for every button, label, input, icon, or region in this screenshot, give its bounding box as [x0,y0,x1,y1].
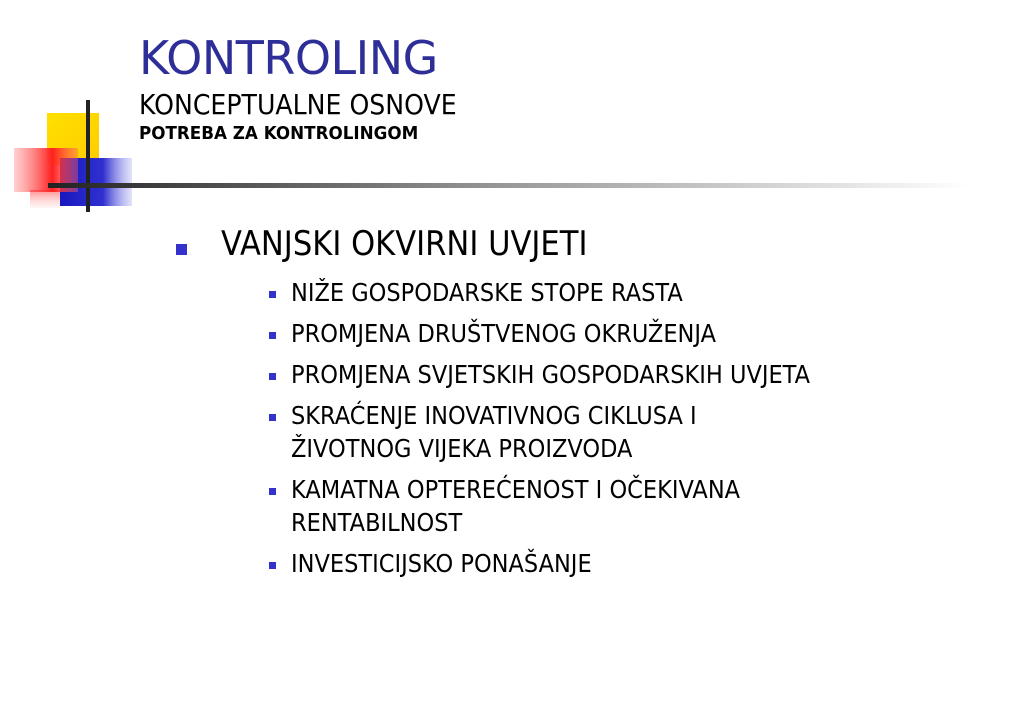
sub-bullet-item [0,358,1011,391]
square-bullet-icon [269,488,276,495]
sub-bullet-text: SKRAĆENJE INOVATIVNOG CIKLUSA I [291,401,697,430]
slide-title-block [139,30,492,146]
sub-bullet-text: INVESTICIJSKO PONAŠANJE [291,549,592,578]
square-bullet-icon [269,332,276,339]
square-bullet-icon [269,562,276,569]
sub-bullet-list [0,276,1011,588]
square-bullet-icon [269,291,276,298]
sub-bullet-item [0,399,1011,465]
title-divider [48,183,968,188]
sub-bullet-text: RENTABILNOST [291,508,463,537]
sub-bullet-text: PROMJENA DRUŠTVENOG OKRUŽENJA [291,319,717,348]
sub-bullet-item [0,276,1011,309]
sub-bullet-text: KAMATNA OPTEREĆENOST I OČEKIVANA [291,475,741,504]
sub-bullet-item [0,317,1011,350]
slide-subtitle: KONCEPTUALNE OSNOVE [139,88,457,121]
sub-bullet-item [0,473,1011,539]
main-bullet-text: VANJSKI OKVIRNI UVJETI [221,224,588,264]
sub-bullet-text: ŽIVOTNOG VIJEKA PROIZVODA [291,434,633,463]
logo-vertical-line [86,100,90,212]
sub-bullet-text: NIŽE GOSPODARSKE STOPE RASTA [291,278,683,307]
square-bullet-icon [269,373,276,380]
logo-red-fade [30,190,60,208]
slide-title: KONTROLING [139,31,438,85]
square-bullet-icon [176,244,187,255]
square-bullet-icon [269,414,276,421]
sub-bullet-text: PROMJENA SVJETSKIH GOSPODARSKIH UVJETA [291,360,811,389]
sub-bullet-item [0,547,1011,580]
slide-subtitle-secondary: POTREBA ZA KONTROLINGOM [139,123,419,144]
